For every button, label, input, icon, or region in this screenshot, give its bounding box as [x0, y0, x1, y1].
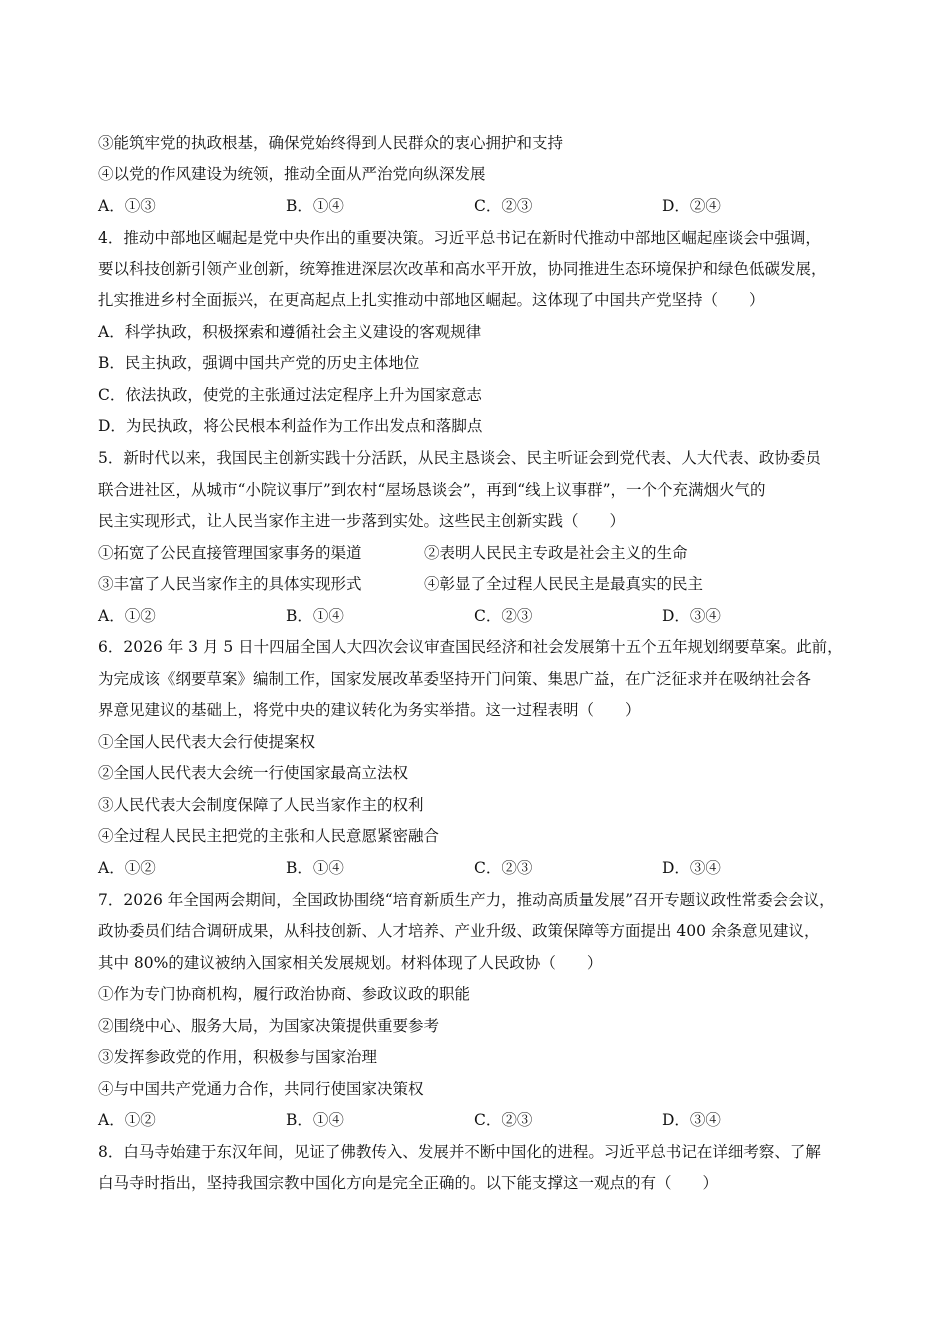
q4-stem-line-2: 要以科技创新引领产业创新，统筹推进深层次改革和高水平开放，协同推进生态环境保护和绿色低碳发展， [98, 260, 827, 278]
q7-options [98, 1110, 858, 1130]
q3-statement-3: ③能筑牢党的执政根基，确保党始终得到人民群众的衷心拥护和支持 [98, 134, 564, 152]
q6-statement-2: ②全国人民代表大会统一行使国家最高立法权 [98, 764, 409, 782]
q6-stem-line-1: 6．2026 年 3 月 5 日十四届全国人大四次会议审查国民经济和社会发展第十五个五年规划纲要草案。此前， [98, 638, 843, 656]
option-c[interactable]: C．②③ [474, 1111, 533, 1129]
option-a[interactable]: A．①③ [98, 197, 156, 215]
option-d[interactable]: D．③④ [662, 1111, 721, 1129]
q5-statement-2: ②表明人民民主专政是社会主义的生命 [424, 544, 688, 562]
q7-stem-line-2: 政协委员们结合调研成果，从科技创新、人才培养、产业升级、政策保障等方面提出 400 余条意见建议， [98, 922, 820, 940]
q7-statement-4: ④与中国共产党通力合作，共同行使国家决策权 [98, 1080, 424, 1098]
option-d[interactable]: D．③④ [662, 607, 721, 625]
q6-stem-line-3: 界意见建议的基础上，将党中央的建议转化为务实举措。这一过程表明（ ） [98, 701, 641, 719]
q7-statement-3: ③发挥参政党的作用，积极参与国家治理 [98, 1048, 378, 1066]
q7-statement-1: ①作为专门协商机构，履行政治协商、参政议政的职能 [98, 985, 471, 1003]
q6-stem-line-2: 为完成该《纲要草案》编制工作，国家发展改革委坚持开门问策、集思广益，在广泛征求并在吸纳社会各 [98, 670, 812, 688]
q6-statement-1: ①全国人民代表大会行使提案权 [98, 733, 316, 751]
q4-choice-c[interactable]: C．依法执政，使党的主张通过法定程序上升为国家意志 [98, 386, 482, 404]
q5-statements-row-1 [98, 543, 858, 563]
q6-statement-4: ④全过程人民民主把党的主张和人民意愿紧密融合 [98, 827, 440, 845]
q8-stem-line-2: 白马寺时指出，坚持我国宗教中国化方向是完全正确的。以下能支撑这一观点的有（ ） [98, 1174, 719, 1192]
option-c[interactable]: C．②③ [474, 607, 533, 625]
q8-stem-line-1: 8．白马寺始建于东汉年间，见证了佛教传入、发展并不断中国化的进程。习近平总书记在详细考察、了解 [98, 1143, 821, 1161]
option-a[interactable]: A．①② [98, 1111, 156, 1129]
q5-statement-3: ③丰富了人民当家作主的具体实现形式 [98, 575, 362, 593]
q5-stem-line-3: 民主实现形式，让人民当家作主进一步落到实处。这些民主创新实践（ ） [98, 512, 626, 530]
option-b[interactable]: B．①④ [286, 859, 344, 877]
q6-options [98, 858, 858, 878]
option-d[interactable]: D．③④ [662, 859, 721, 877]
option-b[interactable]: B．①④ [286, 607, 344, 625]
option-c[interactable]: C．②③ [474, 197, 533, 215]
q5-statement-4: ④彰显了全过程人民民主是最真实的民主 [424, 575, 704, 593]
option-b[interactable]: B．①④ [286, 1111, 344, 1129]
q5-stem-line-2: 联合进社区，从城市“小院议事厅”到农村“屋场恳谈会”，再到“线上议事群”，一个个充满烟火气的 [98, 481, 766, 499]
q4-stem-line-1: 4．推动中部地区崛起是党中央作出的重要决策。习近平总书记在新时代推动中部地区崛起座谈会中强调， [98, 229, 821, 247]
q5-options [98, 606, 858, 626]
q3-options [98, 196, 858, 216]
q6-statement-3: ③人民代表大会制度保障了人民当家作主的权利 [98, 796, 424, 814]
q4-choice-a[interactable]: A．科学执政，积极探索和遵循社会主义建设的客观规律 [98, 323, 482, 341]
option-d[interactable]: D．②④ [662, 197, 721, 215]
option-a[interactable]: A．①② [98, 607, 156, 625]
q4-choice-d[interactable]: D．为民执政，将公民根本利益作为工作出发点和落脚点 [98, 417, 483, 435]
q4-choice-b[interactable]: B．民主执政，强调中国共产党的历史主体地位 [98, 354, 420, 372]
q7-statement-2: ②围绕中心、服务大局，为国家决策提供重要参考 [98, 1017, 440, 1035]
q3-statement-4: ④以党的作风建设为统领，推动全面从严治党向纵深发展 [98, 165, 486, 183]
q7-stem-line-1: 7．2026 年全国两会期间，全国政协围绕“培育新质生产力，推动高质量发展”召开专题议政性常委会会议， [98, 891, 835, 909]
option-c[interactable]: C．②③ [474, 859, 533, 877]
option-b[interactable]: B．①④ [286, 197, 344, 215]
q4-stem-line-3: 扎实推进乡村全面振兴，在更高起点上扎实推动中部地区崛起。这体现了中国共产党坚持（ ） [98, 291, 765, 309]
q5-statement-1: ①拓宽了公民直接管理国家事务的渠道 [98, 544, 362, 562]
q7-stem-line-3: 其中 80%的建议被纳入国家相关发展规划。材料体现了人民政协（ ） [98, 954, 603, 972]
q5-stem-line-1: 5．新时代以来，我国民主创新实践十分活跃，从民主恳谈会、民主听证会到党代表、人大代表、政协委员 [98, 449, 821, 467]
q5-statements-row-2 [98, 574, 858, 594]
option-a[interactable]: A．①② [98, 859, 156, 877]
